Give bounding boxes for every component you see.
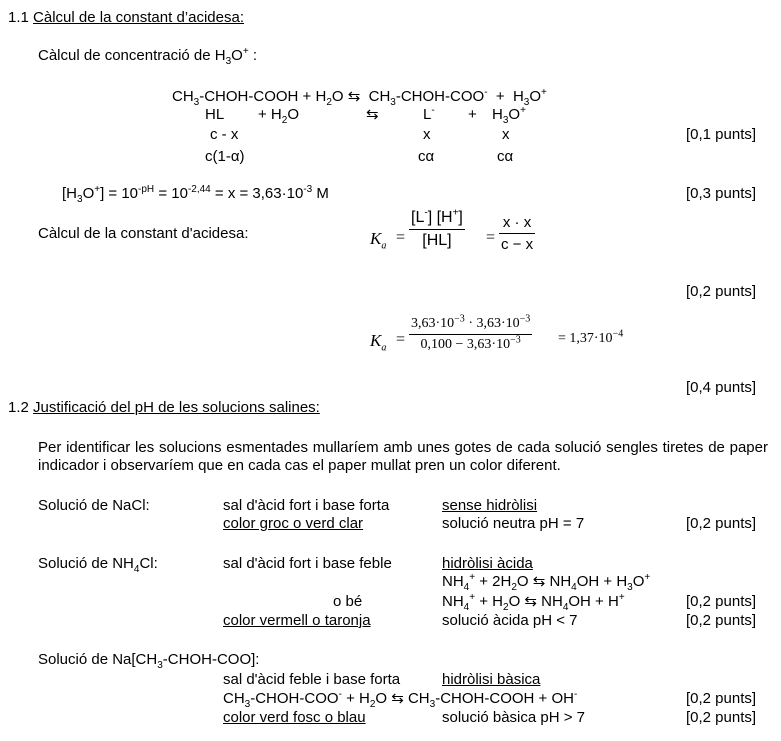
nh4cl-hydrolysis: hidròlisi àcida <box>442 555 533 572</box>
row-alpha-h3o: cα <box>497 148 514 165</box>
equilibrium-eq-h3o: $H_3O^+$ <box>492 105 526 126</box>
nalact-equation: $CH_3-CHOH-COO^- + H_2O$ ⇆ $CH_3-CHOH$-COOH + OH- <box>223 689 578 710</box>
nalact-salt-type: sal d'àcid feble i base forta <box>223 671 401 688</box>
ka-title: Càlcul de la constant d'acidesa: <box>38 225 249 242</box>
ka-fraction-x: $\frac{x \cdot x}{c - x}$ <box>501 214 534 253</box>
nacl-color: color groc o verd clar <box>223 515 364 532</box>
ka-equals-2: = <box>486 229 496 246</box>
row-c-l: x <box>423 126 431 143</box>
nalact-equation-points: [0,2 punts] <box>686 690 757 707</box>
nacl-points: [0,2 punts] <box>686 515 757 532</box>
points-0-1: [0,1 punts] <box>686 126 757 143</box>
nacl-result: solució neutra pH = 7 <box>442 515 585 532</box>
nalact-color: color verd fosc o blau <box>223 709 366 726</box>
nacl-hydrolysis: sense hidròlisi <box>442 497 538 514</box>
section-1-2-heading: 1.2 Justificació del pH de les solucions salines: <box>8 399 320 416</box>
equilibrium-eq-lactate: L- <box>423 105 435 123</box>
points-0-2-a: [0,2 punts] <box>686 283 757 300</box>
nh4cl-color: color vermell o taronja <box>223 612 371 629</box>
nalact-result: solució bàsica pH > 7 <box>442 709 585 726</box>
ka-value-result: = $1,37\cdot 10^{-4}$ <box>558 328 624 346</box>
equilibrium-eq-plus: + <box>468 106 477 123</box>
ka-fraction-concentrations: $\frac{[L^-] [H^+]}{[HL]}$ <box>411 207 463 249</box>
nh4cl-label: Solució de $NH_4Cl$: <box>38 555 158 575</box>
equilibrium-eq-hl: HL <box>205 106 225 123</box>
nh4cl-equation-b: $NH_4^+ + H_2O$ ⇆ $NH_4OH + H^+$ <box>442 592 625 613</box>
h3o-concentration-title: Càlcul de concentració de $H_3O^+$ : <box>38 46 258 67</box>
points-0-4: [0,4 punts] <box>686 379 757 396</box>
nh4cl-points: [0,2 punts] <box>686 612 757 629</box>
ka-symbol-2: $K_a$ <box>370 331 387 354</box>
ka-value-fraction: $\frac{3,63\cdot 10^{-3} \cdot 3,63\cdot 10^{-3}}{0,100 - 3,63\cdot 10^{-3}}$ <box>411 313 531 352</box>
ka-equals-3: = <box>396 331 406 348</box>
intro-paragraph: Per identificar les solucions esmentades mullaríem amb unes gotes de cada solució sengles tiretes de paper indicador i observaríem que en cada cas el paper mullat pren un color diferent. <box>38 439 768 474</box>
points-0-3: [0,3 punts] <box>686 185 757 202</box>
equilibrium-eq-arrow: ⇆ <box>366 106 379 123</box>
row-alpha-l: cα <box>418 148 435 165</box>
nalact-points: [0,2 punts] <box>686 709 757 726</box>
row-c-h3o: x <box>502 126 510 143</box>
nalact-hydrolysis: hidròlisi bàsica <box>442 671 541 688</box>
ka-equals-1: = <box>396 229 406 246</box>
nh4cl-salt-type: sal d'àcid fort i base feble <box>223 555 392 572</box>
row-c-hl: c - x <box>210 126 239 143</box>
nh4cl-result: solució àcida pH < 7 <box>442 612 578 629</box>
h3o-calculation: $[H_3O^+] = 10^{-pH} = 10^{-2,44} = x = 3,63\cdot 10^{-3}$ M <box>62 184 329 205</box>
nacl-salt-type: sal d'àcid fort i base forta <box>223 497 390 514</box>
equilibrium-equation-full: $CH_3-CHOH$-COOH + $H_2O$ ⇆ $CH_3-CHOH-COO^- + H_3O^+$ <box>172 87 547 108</box>
nalact-label: Solució de $Na[CH_3-CHOH-COO]$: <box>38 651 260 671</box>
nh4cl-equation-a: $NH_4^+ + 2H_2O$ ⇆ $NH_4OH + H_3O^+$ <box>442 572 651 593</box>
equilibrium-eq-water: + $H_2O$ <box>258 106 299 126</box>
section-1-1-heading: 1.1 Càlcul de la constant d’acidesa: <box>8 9 244 26</box>
nh4cl-or: o bé <box>333 593 363 610</box>
row-alpha-hl: c(1-α) <box>205 148 245 165</box>
ka-symbol-1: $K_a$ <box>370 229 387 252</box>
nh4cl-equation-points: [0,2 punts] <box>686 593 757 610</box>
nacl-label: Solució de NaCl: <box>38 497 150 514</box>
